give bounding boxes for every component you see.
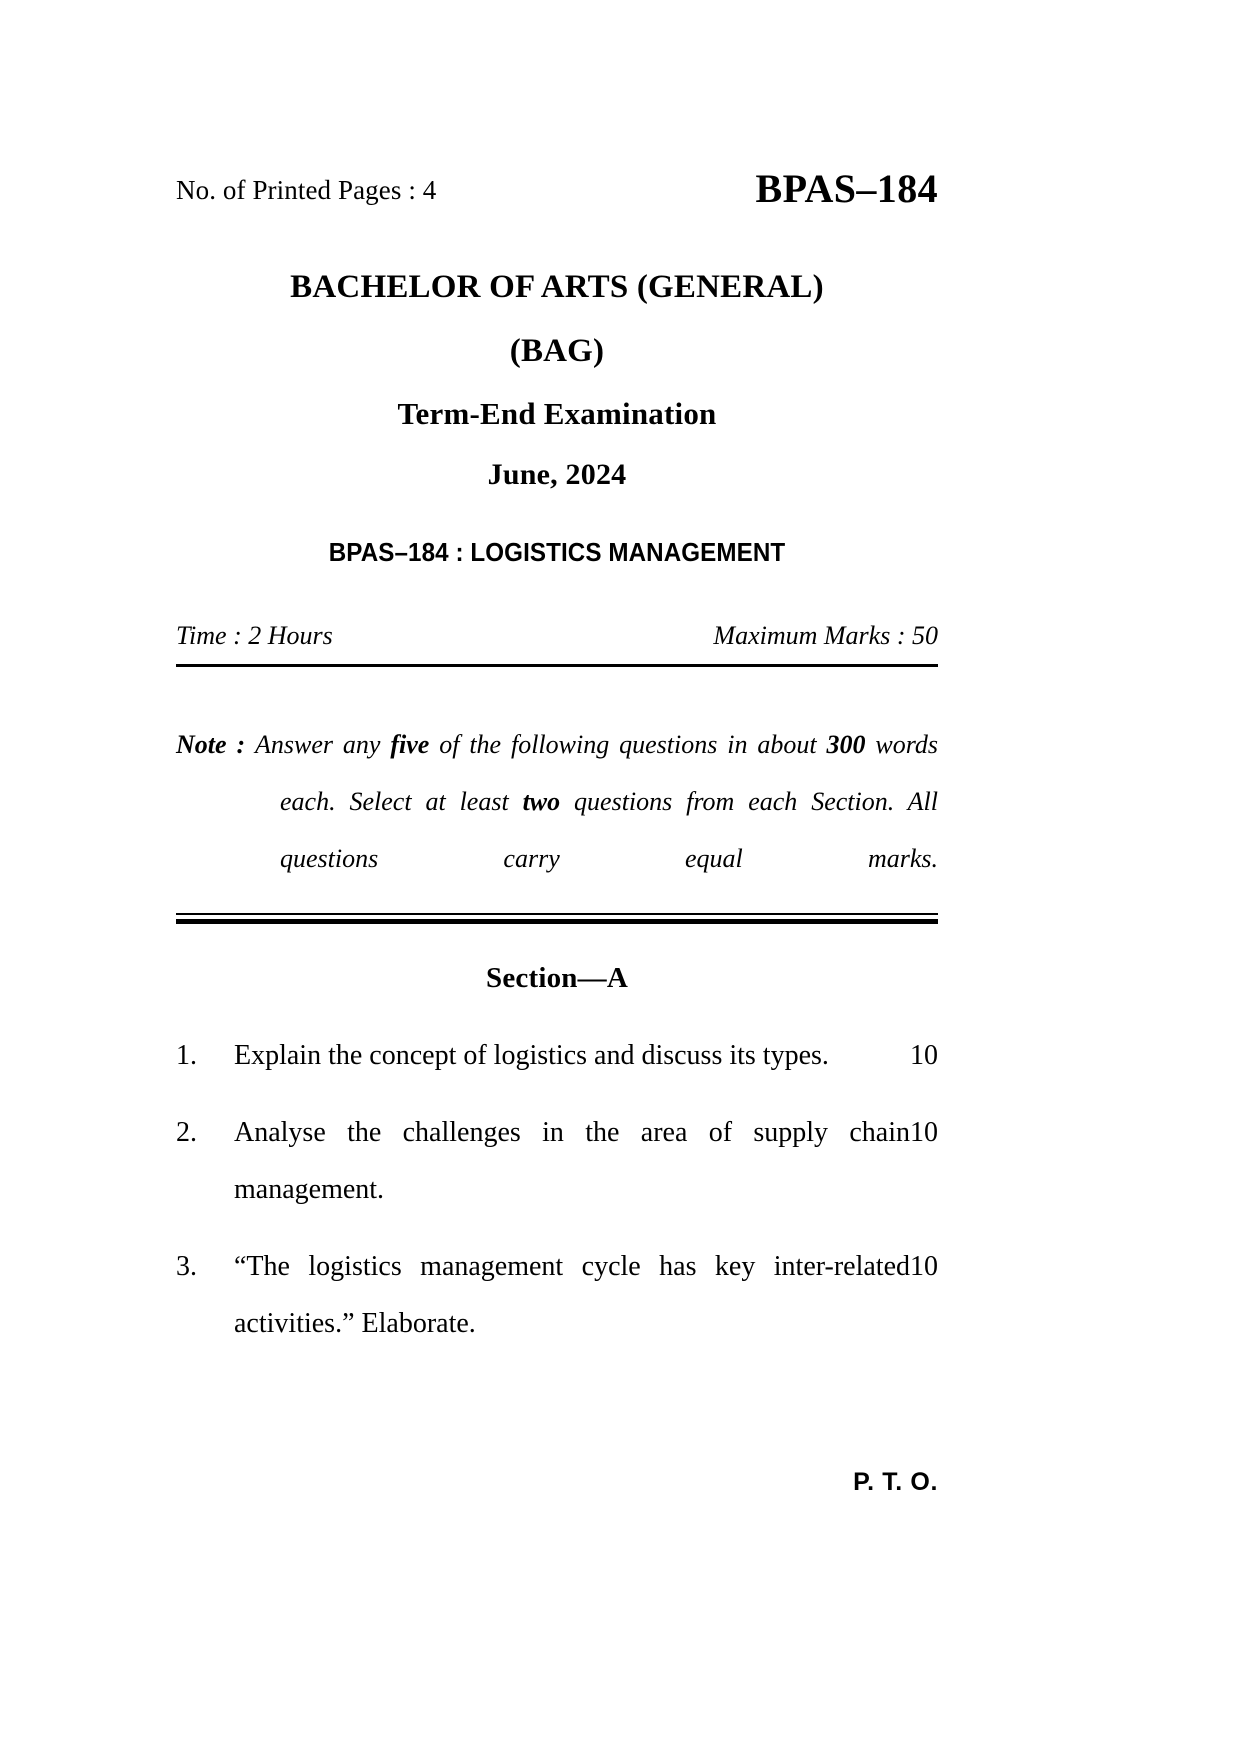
note-emphasis-five: five (390, 730, 430, 759)
programme-title: BACHELOR OF ARTS (GENERAL) (290, 269, 824, 305)
printed-pages-label: No. of Printed Pages : 4 (176, 175, 437, 205)
note-colon: : (226, 730, 255, 759)
exam-session: June, 2024 (487, 458, 627, 491)
question-body (234, 1238, 938, 1352)
note-text-part-2: of the following questions in about (429, 730, 827, 759)
note-text-part-3: words each. Select at least (280, 730, 938, 816)
question-marks: 10 (910, 1251, 938, 1282)
note-emphasis-wordcount: 300 (826, 730, 866, 759)
horizontal-rule-top (176, 664, 938, 667)
note-label: Note (176, 730, 227, 759)
note-block (176, 690, 938, 970)
paper-code: BPAS–184 (755, 166, 938, 211)
note-emphasis-two: two (522, 787, 561, 816)
question-body (234, 1104, 938, 1218)
rule-thick-line (176, 919, 938, 924)
page-turn-over-label: P. T. O. (853, 1468, 938, 1496)
note-text-part-1: Answer any (255, 730, 391, 759)
rule-thin-line (176, 913, 938, 915)
exam-type-title: Term-End Examination (397, 396, 717, 431)
note-text-part-4: questions from each Section. All questions carry equal marks. (280, 787, 938, 873)
subject-title: BPAS–184 : LOGISTICS MANAGEMENT (328, 537, 786, 567)
question-marks: 10 (910, 1040, 938, 1071)
question-marks: 10 (910, 1117, 938, 1148)
maximum-marks: Maximum Marks : 50 (713, 621, 938, 650)
exam-meta-row (176, 618, 938, 658)
page-content-area (176, 0, 938, 1754)
section-heading: Section—A (486, 962, 628, 994)
question-number: 3. (176, 1251, 197, 1282)
question-item (176, 1238, 938, 1352)
question-list (176, 1027, 938, 1372)
question-text: Explain the concept of logistics and discuss its types. (234, 1040, 829, 1071)
exam-duration: Time : 2 Hours (176, 621, 333, 650)
question-item (176, 1027, 938, 1084)
question-number: 1. (176, 1040, 197, 1071)
question-text: Analyse the challenges in the area of supply chain management. (234, 1117, 910, 1205)
question-body (234, 1027, 938, 1084)
title-block (176, 262, 938, 498)
question-text: “The logistics management cycle has key inter-related activities.” Elaborate. (234, 1251, 910, 1339)
header-row (176, 166, 938, 222)
question-item (176, 1104, 938, 1218)
note-paragraph (176, 716, 938, 944)
programme-abbreviation: (BAG) (509, 333, 605, 369)
horizontal-rule-double (176, 913, 938, 923)
question-number: 2. (176, 1117, 197, 1148)
